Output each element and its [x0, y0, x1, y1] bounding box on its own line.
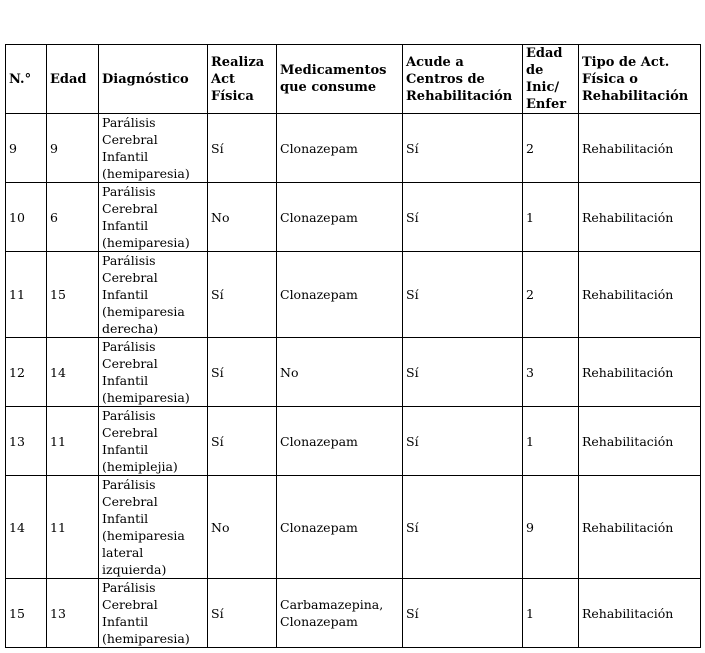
table-row — [6, 252, 701, 338]
cell-medications: Clonazepam — [277, 407, 403, 476]
header-number: N.° — [6, 45, 47, 114]
header-age: Edad — [47, 45, 99, 114]
table-row — [6, 338, 701, 407]
cell-activity-type: Rehabilitación — [579, 114, 701, 183]
cell-onset-age: 1 — [523, 579, 579, 648]
cell-number: 14 — [6, 476, 47, 579]
cell-age: 13 — [47, 579, 99, 648]
header-row — [6, 45, 701, 114]
cell-diagnosis: Parálisis Cerebral Infantil (hemiparesia) — [99, 338, 208, 407]
cell-rehab-centers: Sí — [403, 183, 523, 252]
cell-physical-activity: No — [208, 183, 277, 252]
cell-physical-activity: Sí — [208, 114, 277, 183]
cell-rehab-centers: Sí — [403, 476, 523, 579]
cell-physical-activity: Sí — [208, 579, 277, 648]
cell-rehab-centers: Sí — [403, 114, 523, 183]
cell-physical-activity: No — [208, 476, 277, 579]
cell-diagnosis: Parálisis Cerebral Infantil (hemiparesia) — [99, 114, 208, 183]
cell-onset-age: 1 — [523, 407, 579, 476]
cell-diagnosis: Parálisis Cerebral Infantil (hemiparesia) — [99, 579, 208, 648]
header-rehab-centers: Acude a Centros de Rehabilitación — [403, 45, 523, 114]
cell-activity-type: Rehabilitación — [579, 579, 701, 648]
cell-medications: Clonazepam — [277, 252, 403, 338]
cell-diagnosis: Parálisis Cerebral Infantil (hemiparesia lateral izquierda) — [99, 476, 208, 579]
cell-rehab-centers: Sí — [403, 579, 523, 648]
header-physical-activity: Realiza Act Física — [208, 45, 277, 114]
header-medications: Medicamentos que consume — [277, 45, 403, 114]
cell-age: 9 — [47, 114, 99, 183]
cell-age: 11 — [47, 407, 99, 476]
cell-medications: Carbamazepina, Clonazepam — [277, 579, 403, 648]
cell-diagnosis: Parálisis Cerebral Infantil (hemiparesia derecha) — [99, 252, 208, 338]
cell-onset-age: 1 — [523, 183, 579, 252]
cell-rehab-centers: Sí — [403, 252, 523, 338]
cell-medications: Clonazepam — [277, 114, 403, 183]
cell-diagnosis: Parálisis Cerebral Infantil (hemiparesia) — [99, 183, 208, 252]
table-row — [6, 407, 701, 476]
cell-number: 12 — [6, 338, 47, 407]
header-activity-type: Tipo de Act. Física o Rehabilitación — [579, 45, 701, 114]
cell-age: 14 — [47, 338, 99, 407]
table-row — [6, 183, 701, 252]
cell-medications: No — [277, 338, 403, 407]
cell-rehab-centers: Sí — [403, 338, 523, 407]
cell-onset-age: 2 — [523, 252, 579, 338]
cell-activity-type: Rehabilitación — [579, 183, 701, 252]
cell-number: 9 — [6, 114, 47, 183]
table-row — [6, 114, 701, 183]
cell-activity-type: Rehabilitación — [579, 476, 701, 579]
cell-diagnosis: Parálisis Cerebral Infantil (hemiplejia) — [99, 407, 208, 476]
cell-onset-age: 9 — [523, 476, 579, 579]
cell-activity-type: Rehabilitación — [579, 407, 701, 476]
cell-onset-age: 3 — [523, 338, 579, 407]
cell-rehab-centers: Sí — [403, 407, 523, 476]
cell-physical-activity: Sí — [208, 407, 277, 476]
cell-medications: Clonazepam — [277, 183, 403, 252]
cell-age: 6 — [47, 183, 99, 252]
cell-age: 11 — [47, 476, 99, 579]
cell-physical-activity: Sí — [208, 252, 277, 338]
header-onset-age: Edad de Inic/ Enfer — [523, 45, 579, 114]
cell-number: 11 — [6, 252, 47, 338]
cell-number: 13 — [6, 407, 47, 476]
cell-onset-age: 2 — [523, 114, 579, 183]
header-diagnosis: Diagnóstico — [99, 45, 208, 114]
table-row — [6, 579, 701, 648]
cell-activity-type: Rehabilitación — [579, 252, 701, 338]
cell-medications: Clonazepam — [277, 476, 403, 579]
cell-age: 15 — [47, 252, 99, 338]
cell-physical-activity: Sí — [208, 338, 277, 407]
cell-activity-type: Rehabilitación — [579, 338, 701, 407]
cell-number: 10 — [6, 183, 47, 252]
table-row — [6, 476, 701, 579]
patients-table — [5, 44, 701, 648]
cell-number: 15 — [6, 579, 47, 648]
